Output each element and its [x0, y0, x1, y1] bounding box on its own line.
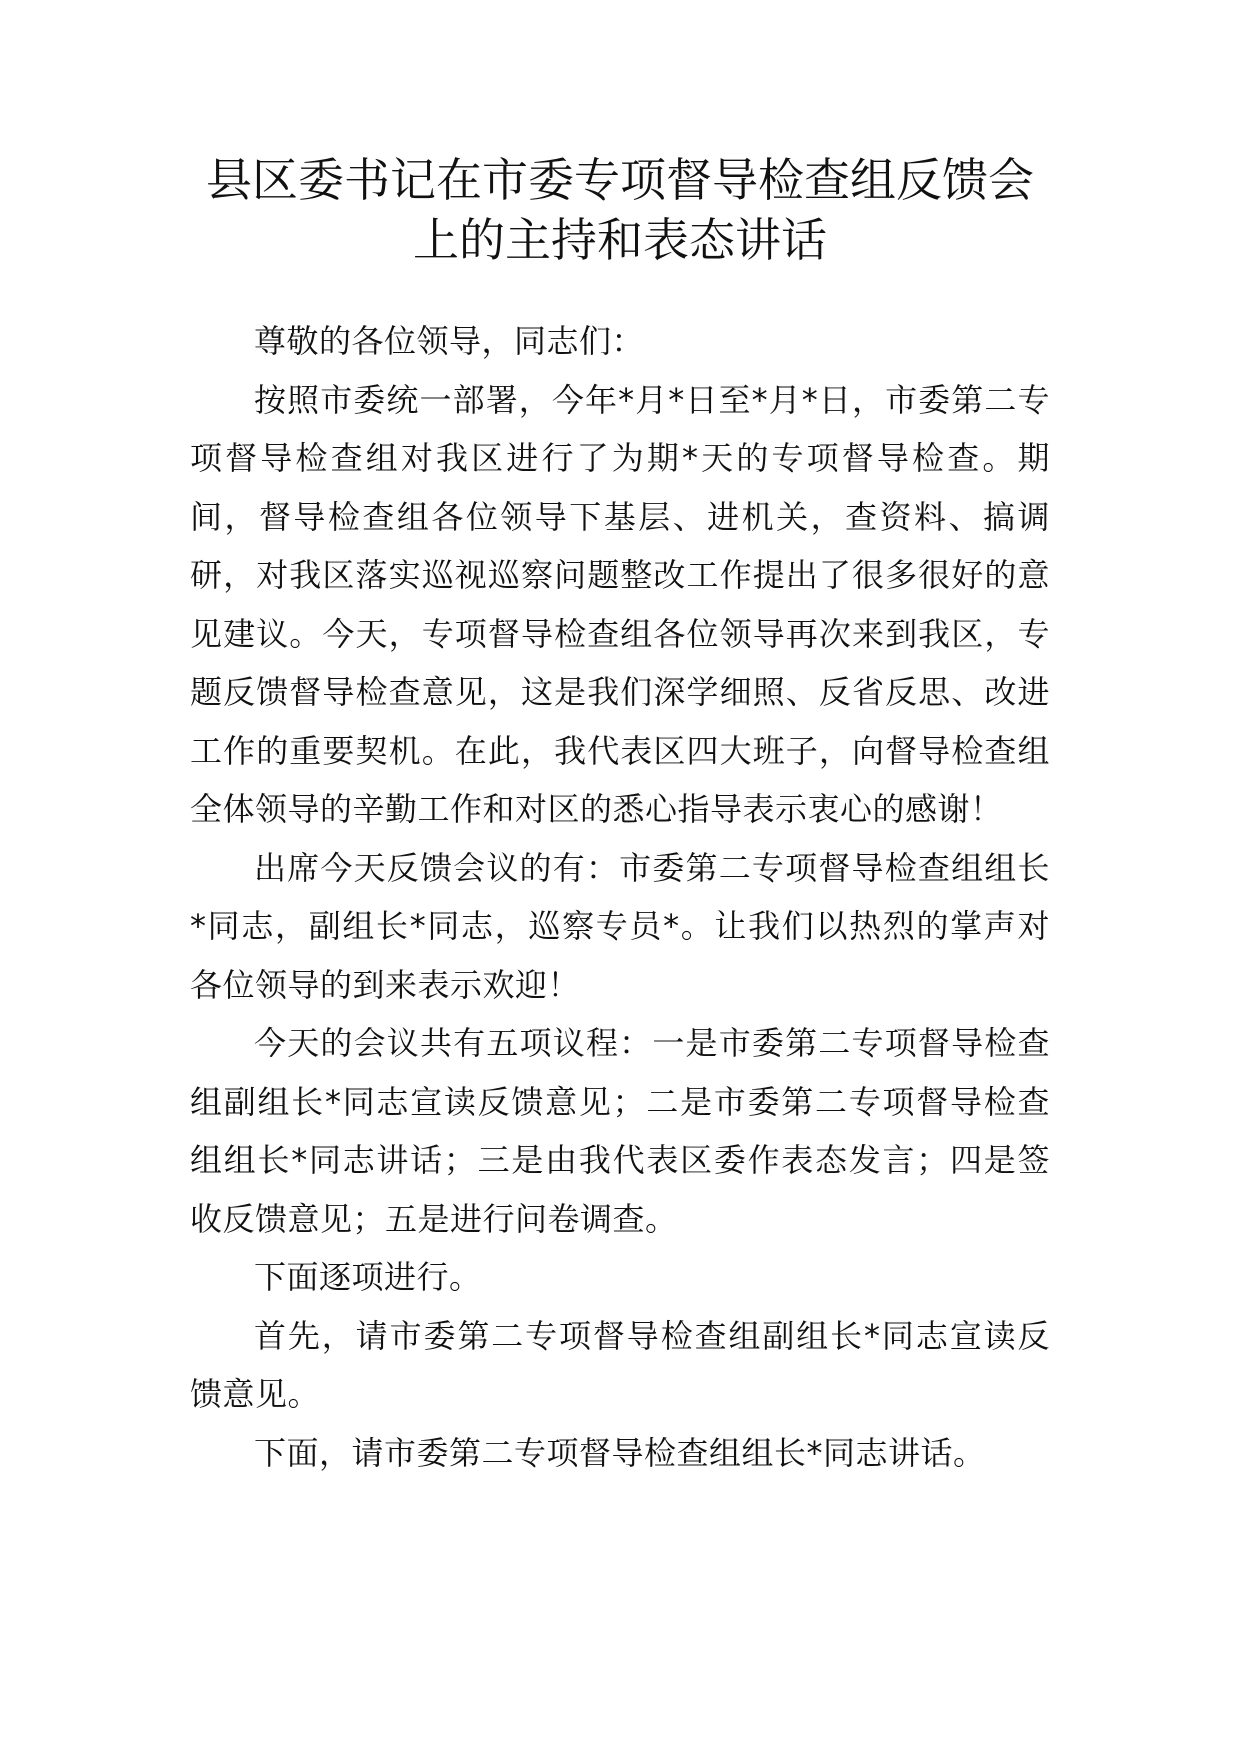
paragraph-background: 按照市委统一部署，今年*月*日至*月*日，市委第二专项督导检查组对我区进行了为期*天的专项督导检查。期间，督导检查组各位领导下基层、进机关，查资料、搞调研，对我区落实巡视巡察问题整改工作提出了很多很好的意见建议。今天，专项督导检查组各位领导再次来到我区，专题反馈督导检查意见，这是我们深学细照、反省反思、改进工作的重要契机。在此，我代表区四大班子，向督导检查组全体领导的辛勤工作和对区的悉心指导表示衷心的感谢！: [190, 380, 1050, 828]
paragraph-proceed: 下面逐项进行。: [254, 1258, 482, 1296]
document-body: [190, 312, 1050, 1482]
document-title: 县区委书记在市委专项督导检查组反馈会上的主持和表态讲话: [206, 153, 1034, 267]
paragraph-second-item: 下面，请市委第二专项督导检查组组长*同志讲话。: [254, 1433, 986, 1472]
paragraph-agenda: 今天的会议共有五项议程：一是市委第二专项督导检查组副组长*同志宣读反馈意见；二是市委第二专项督导检查组组长*同志讲话；三是由我代表区委作表态发言；四是签收反馈意见；五是进行问卷调查。: [190, 1024, 1050, 1238]
paragraph-attendees: 出席今天反馈会议的有：市委第二专项督导检查组组长*同志，副组长*同志，巡察专员*。让我们以热烈的掌声对各位领导的到来表示欢迎！: [190, 848, 1050, 1004]
paragraph-salutation: 尊敬的各位领导，同志们：: [254, 322, 645, 360]
paragraph-first-item: 首先，请市委第二专项督导检查组副组长*同志宣读反馈意见。: [190, 1316, 1050, 1413]
